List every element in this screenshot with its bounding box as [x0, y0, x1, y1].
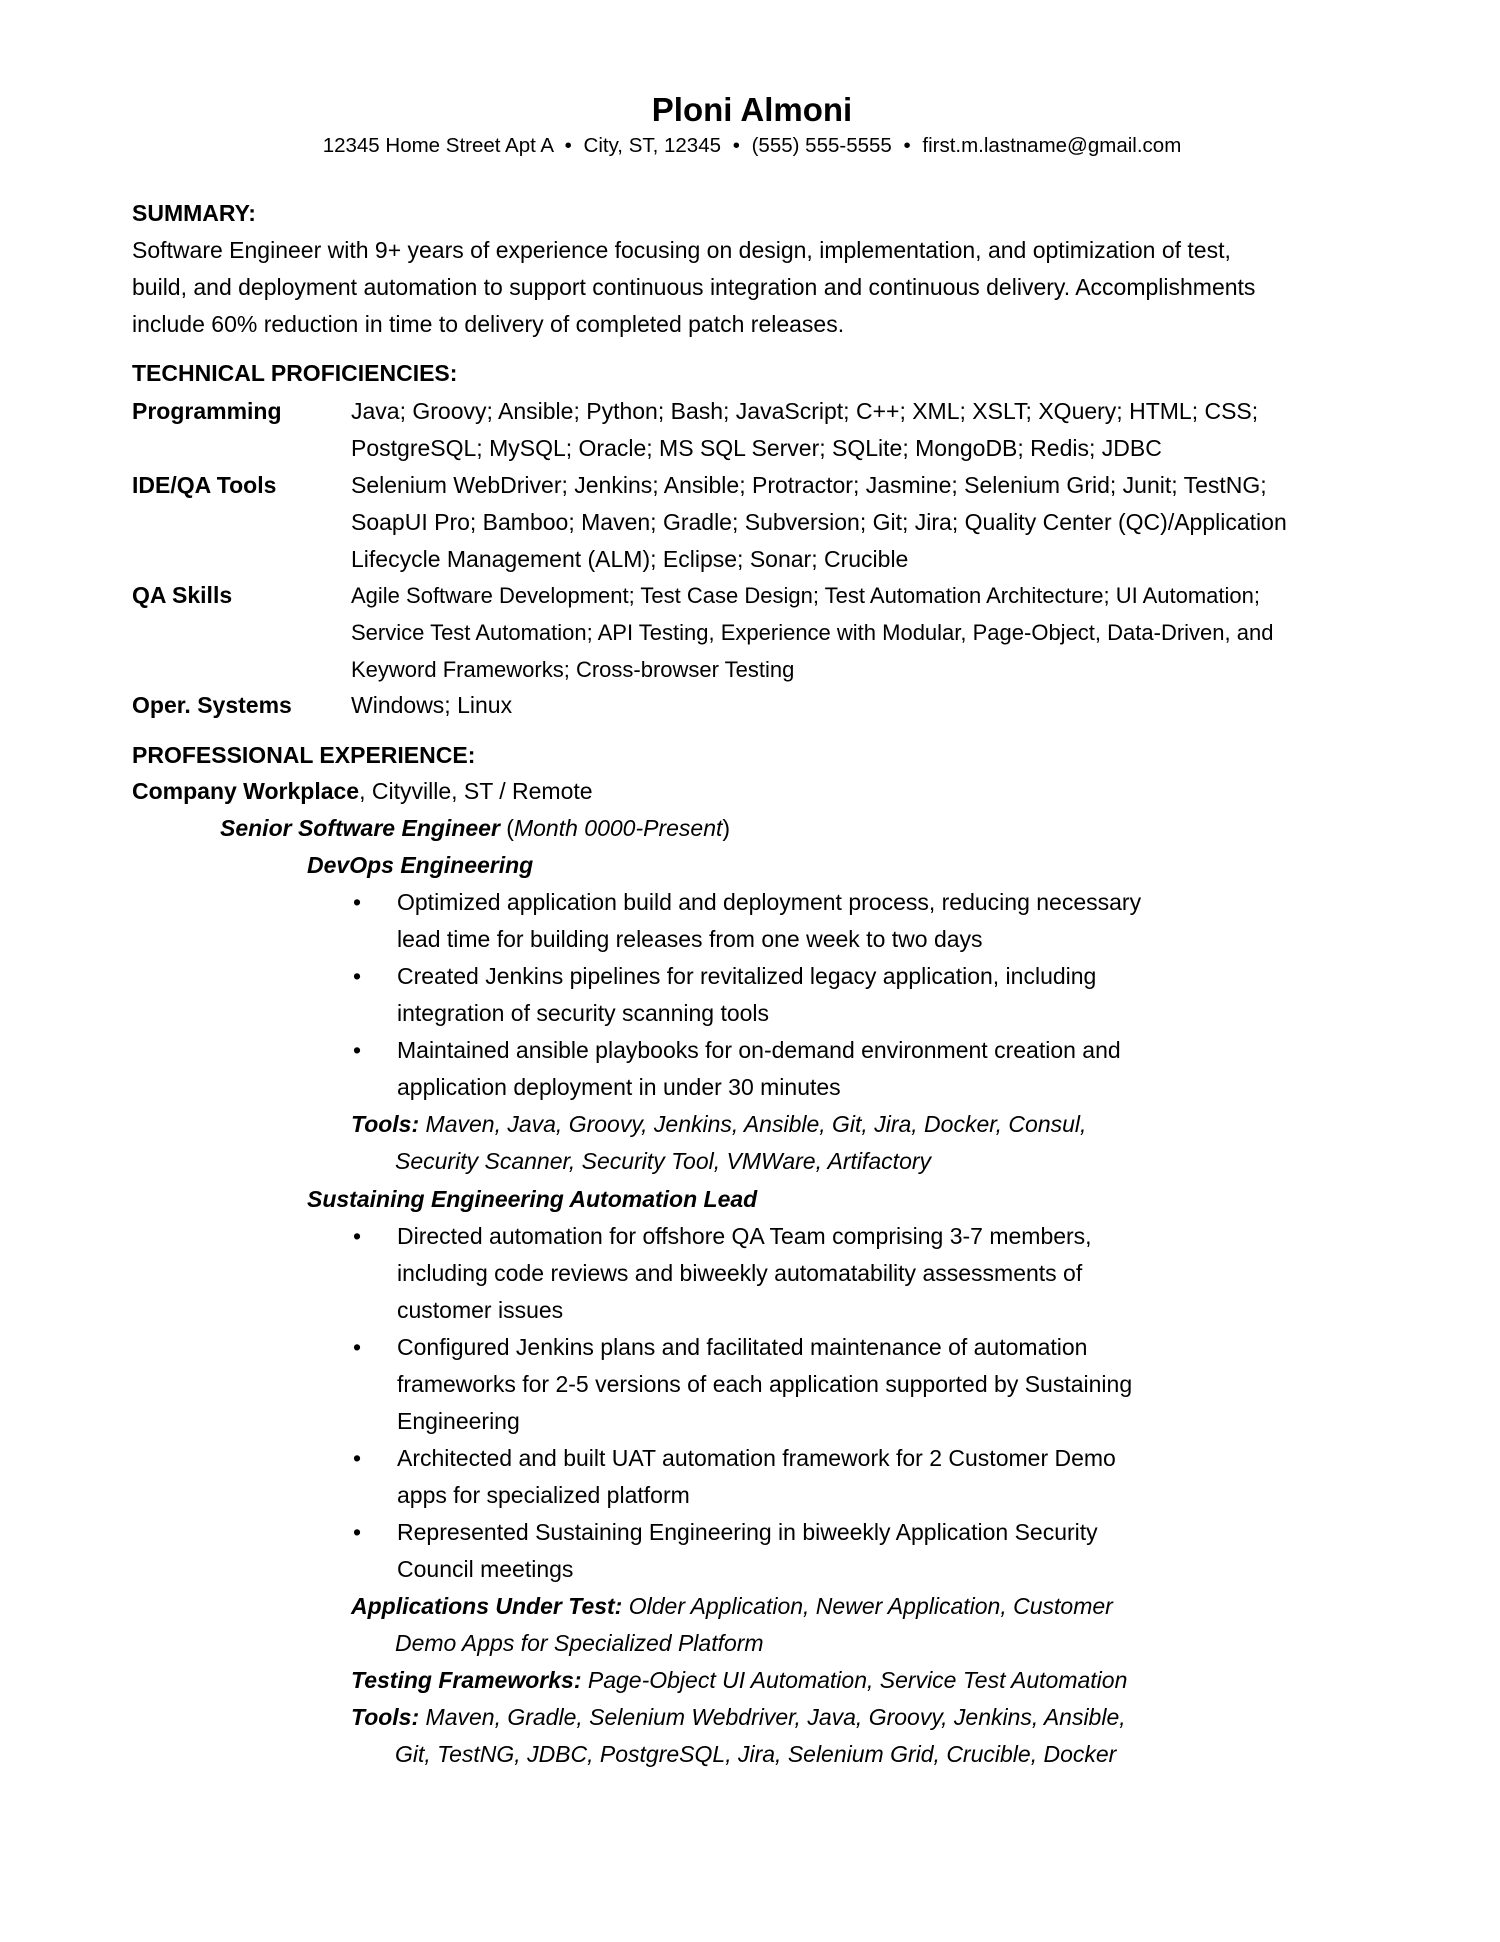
proficiency-value: [351, 393, 1381, 467]
role-heading-devops: DevOps Engineering: [307, 852, 534, 878]
bullet-line: application deployment in under 30 minutes: [397, 1074, 841, 1100]
company-line: [132, 773, 593, 810]
bullet-text: [397, 1514, 1098, 1588]
bullet-icon: •: [353, 963, 362, 989]
detail-label: Tools:: [351, 1111, 420, 1137]
bullet-line: Created Jenkins pipelines for revitalized legacy application, including: [397, 963, 1097, 989]
proficiency-label: Programming: [132, 398, 282, 424]
summary-text: [132, 232, 1372, 343]
bullet-line: Configured Jenkins plans and facilitated maintenance of automation: [397, 1334, 1088, 1360]
experience-heading: PROFESSIONAL EXPERIENCE:: [132, 742, 476, 768]
applications-under-test: [351, 1588, 1113, 1662]
bullet-line: lead time for building releases from one week to two days: [397, 926, 983, 952]
bullet-text: [397, 1218, 1092, 1329]
bullet-icon: •: [353, 1223, 362, 1249]
detail-label: Testing Frameworks:: [351, 1667, 582, 1693]
proficiency-line: Java; Groovy; Ansible; Python; Bash; JavaScript; C++; XML; XSLT; XQuery; HTML; CSS;: [351, 398, 1259, 424]
detail-value: Demo Apps for Specialized Platform: [395, 1630, 764, 1656]
role-heading-sustaining: Sustaining Engineering Automation Lead: [307, 1186, 758, 1212]
position-title: Senior Software Engineer: [220, 815, 500, 841]
proficiency-line: Keyword Frameworks; Cross-browser Testing: [351, 657, 795, 682]
bullet-line: Represented Sustaining Engineering in biweekly Application Security: [397, 1519, 1098, 1545]
proficiency-value: [351, 467, 1381, 578]
bullet-line: Optimized application build and deployment process, reducing necessary: [397, 889, 1142, 915]
bullet-line: customer issues: [397, 1297, 564, 1323]
bullet-icon: •: [353, 1519, 362, 1545]
proficiency-line: SoapUI Pro; Bamboo; Maven; Gradle; Subversion; Git; Jira; Quality Center (QC)/Application: [351, 509, 1287, 535]
bullet-line: Directed automation for offshore QA Team comprising 3-7 members,: [397, 1223, 1092, 1249]
proficiency-line: PostgreSQL; MySQL; Oracle; MS SQL Server; SQLite; MongoDB; Redis; JDBC: [351, 435, 1162, 461]
detail-value: Git, TestNG, JDBC, PostgreSQL, Jira, Selenium Grid, Crucible, Docker: [395, 1741, 1117, 1767]
detail-value: Maven, Gradle, Selenium Webdriver, Java, Groovy, Jenkins, Ansible,: [419, 1704, 1126, 1730]
contact-phone: (555) 555-5555: [751, 134, 892, 157]
paren: (: [499, 815, 514, 841]
bullet-line: apps for specialized platform: [397, 1482, 690, 1508]
detail-value: Page-Object UI Automation, Service Test Automation: [581, 1667, 1128, 1693]
bullet-line: frameworks for 2-5 versions of each application supported by Sustaining: [397, 1371, 1133, 1397]
detail-label: Applications Under Test:: [351, 1593, 623, 1619]
bullet-line: integration of security scanning tools: [397, 1000, 770, 1026]
bullet-text: [397, 958, 1096, 1032]
bullet-text: [397, 1329, 1132, 1440]
bullet-text: [397, 884, 1141, 958]
bullet-icon: •: [353, 889, 362, 915]
detail-value: Older Application, Newer Application, Customer: [622, 1593, 1113, 1619]
company-location: , Cityville, ST / Remote: [359, 778, 593, 804]
proficiency-label: QA Skills: [132, 582, 233, 608]
detail-label: Tools:: [351, 1704, 420, 1730]
contact-city: City, ST, 12345: [583, 134, 722, 157]
bullet-line: Maintained ansible playbooks for on-demand environment creation and: [397, 1037, 1121, 1063]
bullet-icon: •: [353, 1334, 362, 1360]
summary-line: build, and deployment automation to support continuous integration and continuous delivery. Accomplishments: [132, 274, 1256, 300]
proficiency-line: Selenium WebDriver; Jenkins; Ansible; Protractor; Jasmine; Selenium Grid; Junit; TestNG;: [351, 472, 1267, 498]
bullet-line: Council meetings: [397, 1556, 574, 1582]
position-line: [220, 810, 730, 847]
proficiency-label: IDE/QA Tools: [132, 472, 277, 498]
summary-heading: SUMMARY:: [132, 200, 256, 226]
proficiency-label: Oper. Systems: [132, 692, 292, 718]
bullet-line: Architected and built UAT automation framework for 2 Customer Demo: [397, 1445, 1116, 1471]
bullet-text: [397, 1440, 1116, 1514]
proficiency-value: [351, 577, 1381, 688]
summary-line: Software Engineer with 9+ years of experience focusing on design, implementation, and optimization of test,: [132, 237, 1231, 263]
contact-separator: •: [903, 134, 911, 157]
devops-tools: [351, 1106, 1086, 1180]
sustaining-tools: [351, 1699, 1126, 1773]
proficiency-value: [351, 687, 1381, 724]
contact-separator: •: [732, 134, 740, 157]
proficiency-line: Service Test Automation; API Testing, Experience with Modular, Page-Object, Data-Driven, and: [351, 620, 1274, 645]
contact-email: first.m.lastname@gmail.com: [922, 134, 1182, 157]
bullet-text: [397, 1032, 1121, 1106]
position-dates: Month 0000-Present: [513, 815, 723, 841]
bullet-line: including code reviews and biweekly automatability assessments of: [397, 1260, 1083, 1286]
bullet-icon: •: [353, 1037, 362, 1063]
proficiency-line: Windows; Linux: [351, 692, 513, 718]
contact-address: 12345 Home Street Apt A: [322, 134, 553, 157]
contact-separator: •: [564, 134, 572, 157]
bullet-line: Engineering: [397, 1408, 520, 1434]
paren: ): [722, 815, 731, 841]
bullet-icon: •: [353, 1445, 362, 1471]
summary-line: include 60% reduction in time to delivery of completed patch releases.: [132, 311, 845, 337]
detail-value: Maven, Java, Groovy, Jenkins, Ansible, Git, Jira, Docker, Consul,: [419, 1111, 1087, 1137]
detail-value: Security Scanner, Security Tool, VMWare, Artifactory: [395, 1148, 932, 1174]
proficiency-line: Lifecycle Management (ALM); Eclipse; Sonar; Crucible: [351, 546, 909, 572]
technical-heading: TECHNICAL PROFICIENCIES:: [132, 360, 458, 386]
contact-line: [132, 131, 1372, 161]
candidate-name: Ploni Almoni: [651, 91, 853, 128]
proficiency-line: Agile Software Development; Test Case Design; Test Automation Architecture; UI Automation;: [351, 583, 1260, 608]
company-name: Company Workplace: [132, 778, 360, 804]
testing-frameworks: [351, 1662, 1127, 1699]
